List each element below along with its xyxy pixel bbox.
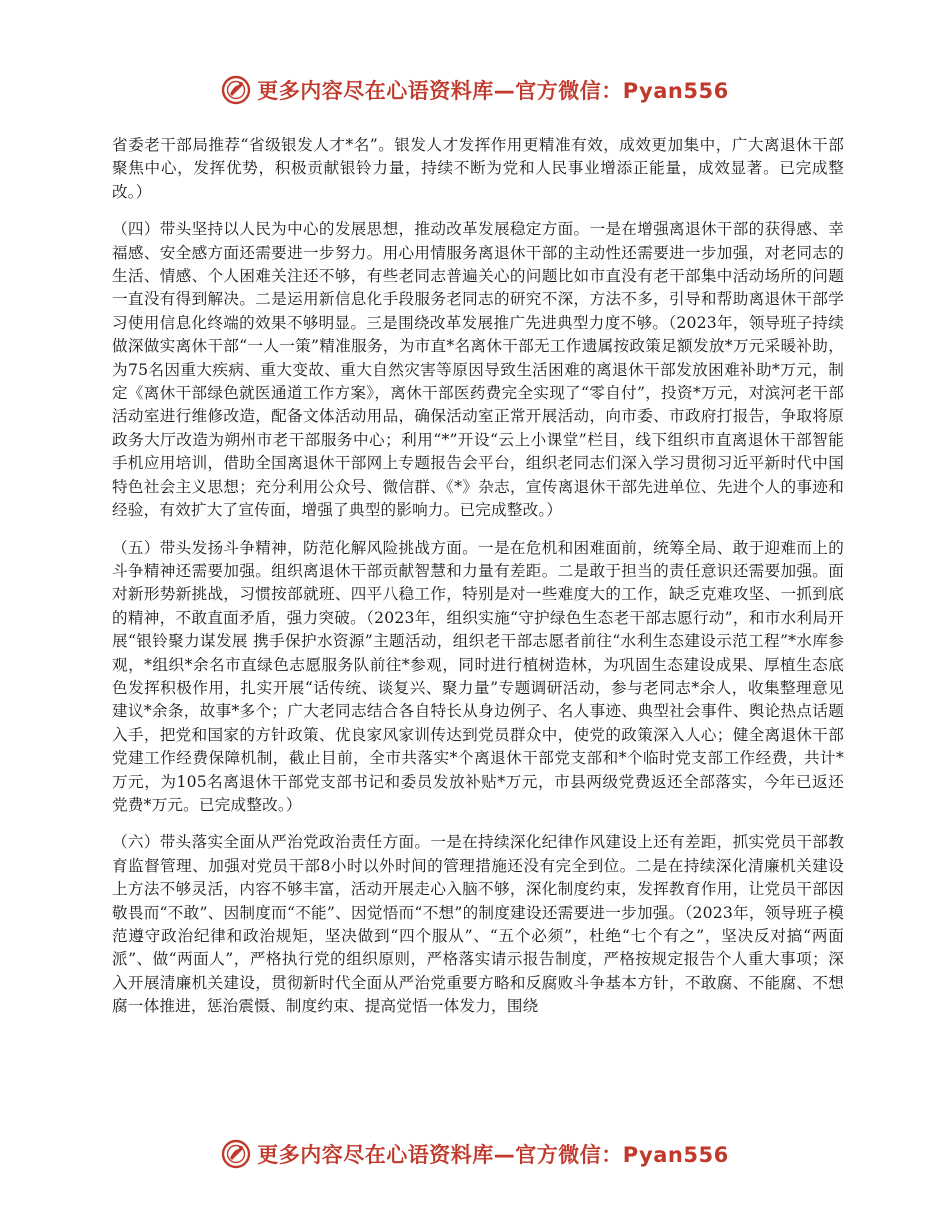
paragraph-section-6: （六）带头落实全面从严治党政治责任方面。一是在持续深化纪律作风建设上还有差距，抓实党员干部教育监督管理、加强对党员干部8小时以外时间的管理措施还没有完全到位。二是在持续深化清廉机关建设上方法不够灵活，内容不够丰富，活动开展走心入脑不够，深化制度约束，发挥教育作用，让党员干部因敬畏而“不敢”、因制度而“不能”、因觉悟而“不想”的制度建设还需要进一步加强。（2023年，领导班子模范遵守政治纪律和政治规矩，坚决做到“四个服从”、“五个必须”，杜绝“七个有之”，坚决反对搞“两面派”、做“两面人”，严格执行党的组织原则，严格落实请示报告制度，严格按规定报告个人重大事项；深入开展清廉机关建设，贯彻新时代全面从严治党重要方略和反腐败斗争基本方针，不敢腐、不能腐、不想腐一体推进，惩治震慑、制度约束、提高觉悟一体发力，围绕 xyxy=(112,833,844,1016)
footer-watermark xyxy=(0,1134,950,1174)
header-watermark-text: 更多内容尽在心语资料库—官方微信：Pyan556 xyxy=(257,79,729,103)
header-watermark xyxy=(0,70,950,110)
paragraph-section-4: （四）带头坚持以人民为中心的发展思想，推动改革发展稳定方面。一是在增强离退休干部的获得感、幸福感、安全感方面还需要进一步努力。用心用情服务离退休干部的主动性还需要进一步加强，对老同志的生活、情感、个人困难关注还不够，有些老同志普遍关心的问题比如市直没有老干部集中活动场所的问题一直没有得到解决。二是运用新信息化手段服务老同志的研究不深，方法不多，引导和帮助离退休干部学习使用信息化终端的效果不够明显。三是围绕改革发展推广先进典型力度不够。（2023年，领导班子持续做深做实离休干部“一人一策”精准服务，为市直*名离休干部无工作遗属按政策足额发放*万元采暖补助，为75名因重大疾病、重大变故、重大自然灾害等原因导致生活困难的离退休干部发放困难补助*万元，制定《离休干部绿色就医通道工作方案》，离休干部医药费完全实现了“零自付”，投资*万元，对滨河老干部活动室进行维修改造，配备文体活动用品，确保活动室正常开展活动，向市委、市政府打报告，争取将原政务大厅改造为朔州市老干部服务中心；利用“*”开设“云上小课堂”栏目，线下组织市直离退休干部智能手机应用培训，借助全国离退休干部网上专题报告会平台，组织老同志们深入学习贯彻习近平新时代中国特色社会主义思想；充分利用公众号、微信群、《*》杂志，宣传离退休干部先进单位、先进个人的事迹和经验，有效扩大了宣传面，增强了典型的影响力。已完成整改。） xyxy=(112,220,844,520)
seal-logo-icon xyxy=(221,1139,251,1169)
paragraph-section-5: （五）带头发扬斗争精神，防范化解风险挑战方面。一是在危机和困难面前，统筹全局、敢于迎难而上的斗争精神还需要加强。组织离退休干部贡献智慧和力量有差距。二是敢于担当的责任意识还需要加强。面对新形势新挑战，习惯按部就班、四平八稳工作，特别是对一些难度大的工作，缺乏克难攻坚、一抓到底的精神，不敢直面矛盾，强力突破。（2023年，组织实施“守护绿色生态老干部志愿行动”，和市水利局开展“银铃聚力谋发展 携手保护水资源”主题活动，组织老干部志愿者前往“水利生态建设示范工程”*水库参观，*组织*余名市直绿色志愿服务队前往*参观，同时进行植树造林，为巩固生态建设成果、厚植生态底色发挥积极作用，扎实开展“话传统、谈复兴、聚力量”专题调研活动，参与老同志*余人，收集整理意见建议*余条，故事*多个；广大老同志结合各自特长从身边例子、名人事迹、典型社会事件、舆论热点话题入手，把党和国家的方针政策、优良家风家训传达到党员群众中，使党的政策深入人心；健全离退休干部党建工作经费保障机制，截止目前，全市共落实*个离退休干部党支部和*个临时党支部工作经费，共计*万元，为105名离退休干部党支部书记和委员发放补贴*万元，市县两级党费返还全部落实，今年已返还党费*万元。已完成整改。） xyxy=(112,538,844,814)
seal-logo-icon xyxy=(221,75,251,105)
paragraph-continued: 省委老干部局推荐“省级银发人才*名”。银发人才发挥作用更精准有效，成效更加集中，广大离退休干部聚焦中心，发挥优势，积极贡献银铃力量，持续不断为党和人民事业增添正能量，成效显著。已完成整改。） xyxy=(112,136,844,201)
footer-watermark-text: 更多内容尽在心语资料库—官方微信：Pyan556 xyxy=(257,1143,729,1167)
document-body xyxy=(112,134,844,1033)
